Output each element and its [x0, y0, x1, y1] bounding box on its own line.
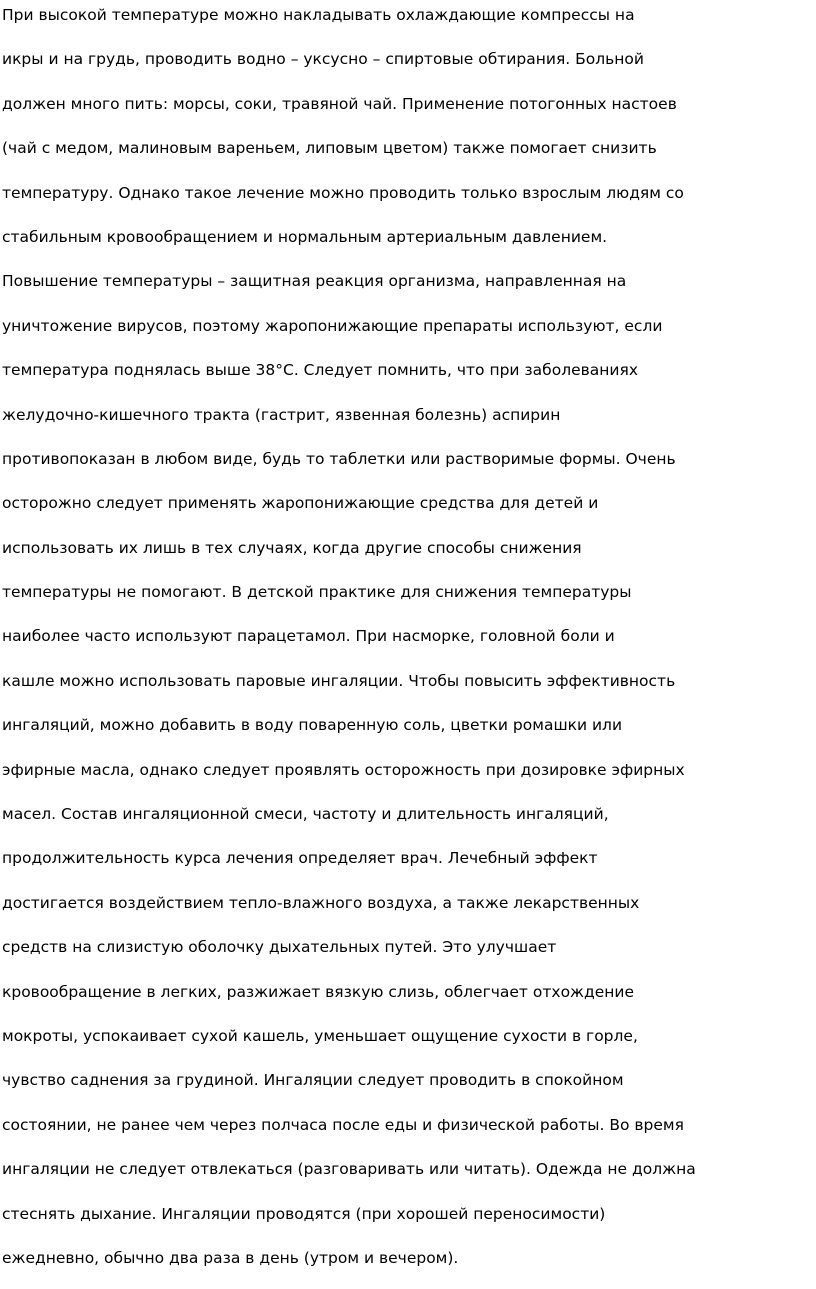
text-line: кровообращение в легких, разжижает вязкую слизь, облегчает отхождение: [2, 982, 635, 1001]
text-line: температуру. Однако такое лечение можно проводить только взрослым людям со: [2, 183, 684, 202]
text-line: достигается воздействием тепло-влажного воздуха, а также лекарственных: [2, 893, 640, 912]
text-line: противопоказан в любом виде, будь то таблетки или растворимые формы. Очень: [2, 449, 676, 468]
text-line: стабильным кровообращением и нормальным артериальным давлением.: [2, 227, 608, 246]
text-line: желудочно-кишечного тракта (гастрит, язвенная болезнь) аспирин: [2, 405, 561, 424]
text-line: средств на слизистую оболочку дыхательных путей. Это улучшает: [2, 938, 557, 957]
text-line: должен много пить: морсы, соки, травяной чай. Применение потогонных настоев: [2, 94, 677, 113]
text-line: эфирные масла, однако следует проявлять осторожность при дозировке эфирных: [2, 760, 685, 779]
text-line: температура поднялась выше 38°С. Следует помнить, что при заболеваниях: [2, 361, 638, 380]
text-line: ежедневно, обычно два раза в день (утром и вечером).: [2, 1248, 459, 1267]
text-line: ингаляции не следует отвлекаться (разговаривать или читать). Одежда не должна: [2, 1160, 696, 1179]
text-line: кашле можно использовать паровые ингаляции. Чтобы повысить эффективность: [2, 671, 676, 690]
text-line: масел. Состав ингаляционной смеси, частоту и длительность ингаляций,: [2, 805, 609, 824]
text-line: мокроты, успокаивает сухой кашель, уменьшает ощущение сухости в горле,: [2, 1026, 638, 1045]
text-line: ингаляций, можно добавить в воду поваренную соль, цветки ромашки или: [2, 716, 623, 735]
text-line: состоянии, не ранее чем через полчаса после еды и физической работы. Во время: [2, 1115, 684, 1134]
text-line: продолжительность курса лечения определяет врач. Лечебный эффект: [2, 849, 598, 868]
text-line: Повышение температуры – защитная реакция организма, направленная на: [2, 272, 627, 291]
text-line: чувство саднения за грудиной. Ингаляции следует проводить в спокойном: [2, 1071, 624, 1090]
text-line: осторожно следует применять жаропонижающие средства для детей и: [2, 494, 599, 513]
text-line: наиболее часто используют парацетамол. При насморке, головной боли и: [2, 627, 615, 646]
text-line: (чай с медом, малиновым вареньем, липовым цветом) также помогает снизить: [2, 139, 657, 158]
body-text: [2, 0, 802, 1287]
text-line: При высокой температуре можно накладывать охлаждающие компрессы на: [2, 6, 635, 24]
text-line: стеснять дыхание. Ингаляции проводятся (при хорошей переносимости): [2, 1204, 606, 1223]
text-line: икры и на грудь, проводить водно – уксусно – спиртовые обтирания. Больной: [2, 50, 644, 69]
text-line: использовать их лишь в тех случаях, когда другие способы снижения: [2, 538, 582, 557]
text-line: уничтожение вирусов, поэтому жаропонижающие препараты используют, если: [2, 316, 663, 335]
text-line: температуры не помогают. В детской практике для снижения температуры: [2, 583, 632, 602]
